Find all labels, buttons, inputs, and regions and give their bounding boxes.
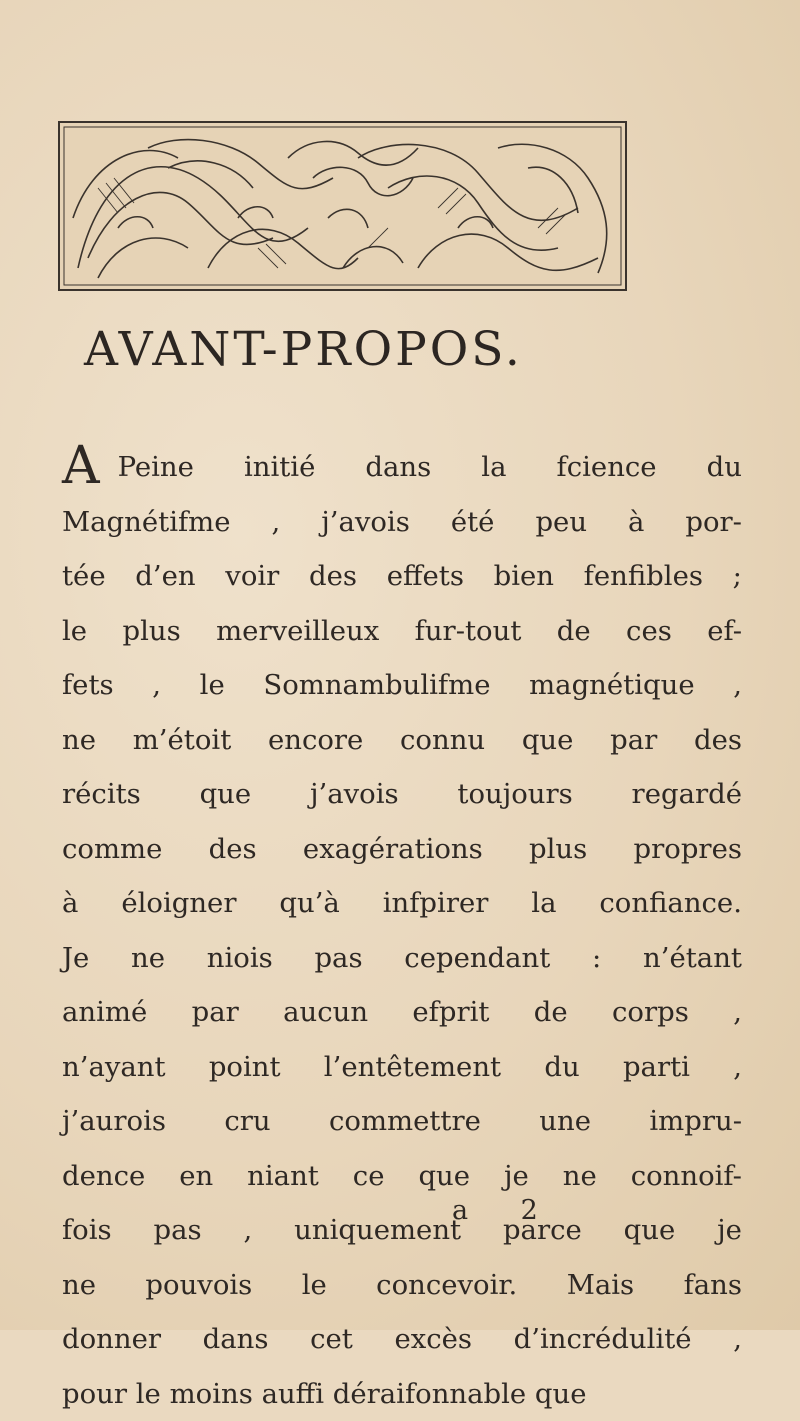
drop-cap: A bbox=[62, 444, 100, 499]
text-line: à éloigner qu’à infpirer la confiance. bbox=[62, 876, 742, 931]
text-line: tée d’en voir des effets bien fenfibles ; bbox=[62, 549, 742, 604]
text-line: ne pouvois le concevoir. Mais fans bbox=[62, 1258, 742, 1313]
text-line: Je ne niois pas cependant : n’étant bbox=[62, 931, 742, 986]
text-line: donner dans cet excès d’incrédulité , bbox=[62, 1312, 742, 1367]
text-line: fets , le Somnambulifme magnétique , bbox=[62, 658, 742, 713]
page-title: AVANT-PROPOS. bbox=[84, 322, 704, 377]
text-line: pour le moins auffi déraifonnable que bbox=[62, 1367, 742, 1421]
text-line: n’ayant point l’entêtement du parti , bbox=[62, 1040, 742, 1095]
text-line: fois pas , uniquement parce que je bbox=[62, 1203, 742, 1258]
text-line-first-rest: Peine initié dans la fcience du bbox=[118, 440, 742, 495]
text-line: récits que j’avois toujours regardé bbox=[62, 767, 742, 822]
text-line: le plus merveilleux fur-tout de ces ef- bbox=[62, 604, 742, 659]
text-line-first bbox=[62, 440, 742, 495]
signature-mark: a 2 bbox=[452, 1195, 560, 1226]
body-text bbox=[62, 440, 742, 1421]
ornamental-headpiece bbox=[58, 118, 628, 293]
text-line: ne m’étoit encore connu que par des bbox=[62, 713, 742, 768]
text-line: comme des exagérations plus propres bbox=[62, 822, 742, 877]
text-line: animé par aucun efprit de corps , bbox=[62, 985, 742, 1040]
text-line: dence en niant ce que je ne connoif- bbox=[62, 1149, 742, 1204]
text-line: Magnétifme , j’avois été peu à por- bbox=[62, 495, 742, 550]
text-line: j’aurois cru commettre une impru- bbox=[62, 1094, 742, 1149]
